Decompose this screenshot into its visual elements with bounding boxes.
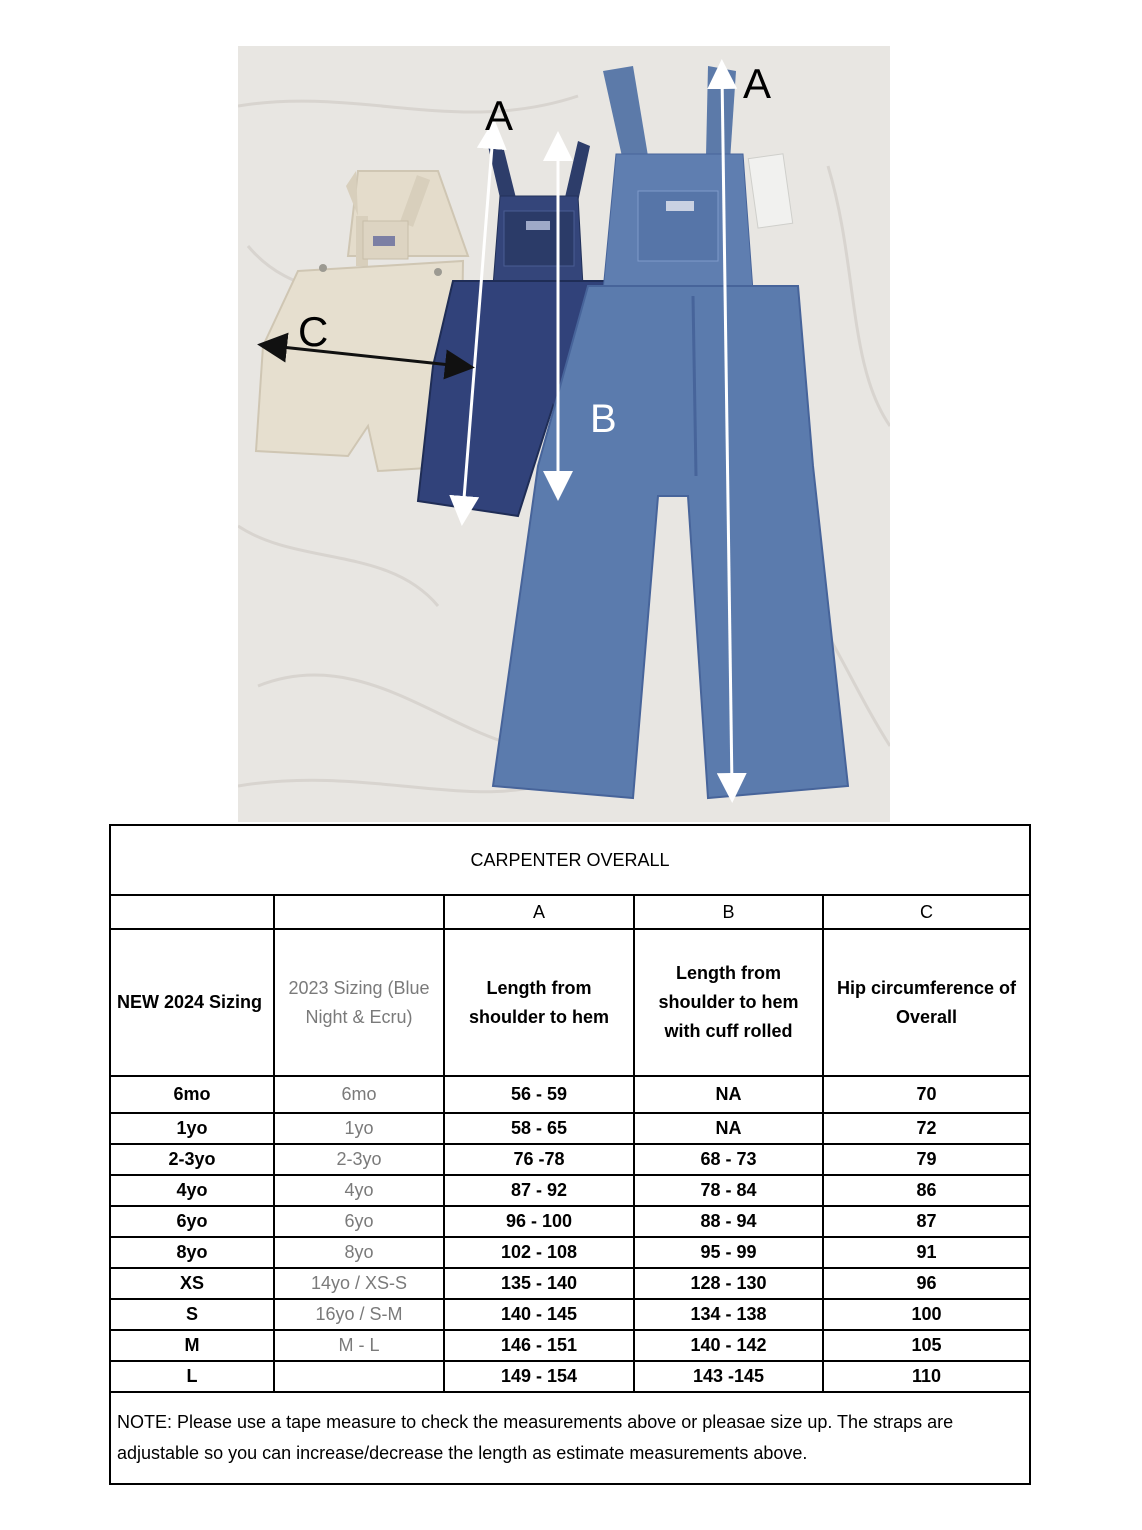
table-cell: 100 [823,1299,1030,1330]
header-row [110,929,1030,1076]
table-cell: 91 [823,1237,1030,1268]
table-row [110,1076,1030,1113]
table-cell: 95 - 99 [634,1237,823,1268]
table-cell: 149 - 154 [444,1361,634,1392]
size-chart-table [109,824,1031,1485]
table-row [110,1144,1030,1175]
table-cell: 78 - 84 [634,1175,823,1206]
table-cell: 76 -78 [444,1144,634,1175]
label-c: C [298,308,329,355]
label-b: B [590,397,617,441]
letter-cell [274,895,444,929]
table-cell: 6mo [274,1076,444,1113]
letter-cell-c: C [823,895,1030,929]
table-cell: 88 - 94 [634,1206,823,1237]
header-length-cuff: Length from shoulder to hem with cuff rolled [634,929,823,1076]
table-cell: 140 - 145 [444,1299,634,1330]
header-length: Length from shoulder to hem [444,929,634,1076]
table-cell: 2-3yo [110,1144,274,1175]
table-cell: 68 - 73 [634,1144,823,1175]
table-row [110,1206,1030,1237]
letter-cell-b: B [634,895,823,929]
table-row [110,1361,1030,1392]
table-row [110,1299,1030,1330]
table-cell: 105 [823,1330,1030,1361]
letter-cell [110,895,274,929]
table-cell: 86 [823,1175,1030,1206]
table-cell: 135 - 140 [444,1268,634,1299]
header-new-sizing: NEW 2024 Sizing [110,929,274,1076]
table-cell: 1yo [274,1113,444,1144]
table-cell: NA [634,1113,823,1144]
table-cell: 96 - 100 [444,1206,634,1237]
table-cell: 4yo [274,1175,444,1206]
table-cell: 58 - 65 [444,1113,634,1144]
table-cell: M [110,1330,274,1361]
sizing-note: NOTE: Please use a tape measure to check the measurements above or pleasae size up. The straps are adjustable so you can increase/decrease the length as estimate measurements above. [110,1392,1030,1484]
label-a-large: A [743,60,772,107]
table-row [110,1237,1030,1268]
table-title: CARPENTER OVERALL [110,825,1030,895]
table-cell: 2-3yo [274,1144,444,1175]
header-old-sizing: 2023 Sizing (Blue Night & Ecru) [274,929,444,1076]
table-cell: 146 - 151 [444,1330,634,1361]
table-cell: 128 - 130 [634,1268,823,1299]
table-cell: 6yo [110,1206,274,1237]
table-row [110,1330,1030,1361]
table-cell: 110 [823,1361,1030,1392]
table-cell: 14yo / XS-S [274,1268,444,1299]
table-cell: 140 - 142 [634,1330,823,1361]
table-cell: NA [634,1076,823,1113]
table-cell: 70 [823,1076,1030,1113]
table-cell: L [110,1361,274,1392]
table-cell: M - L [274,1330,444,1361]
table-cell: 4yo [110,1175,274,1206]
table-cell: 1yo [110,1113,274,1144]
product-photo [238,46,890,822]
table-cell: 72 [823,1113,1030,1144]
letter-cell-a: A [444,895,634,929]
table-cell: 96 [823,1268,1030,1299]
table-cell: 8yo [110,1237,274,1268]
table-cell: 56 - 59 [444,1076,634,1113]
table-row [110,1175,1030,1206]
header-hip: Hip circumference of Overall [823,929,1030,1076]
table-row [110,1113,1030,1144]
table-cell: 134 - 138 [634,1299,823,1330]
table-cell: S [110,1299,274,1330]
table-row [110,1268,1030,1299]
size-rows [110,1076,1030,1392]
table-cell: 6mo [110,1076,274,1113]
table-cell [274,1361,444,1392]
table-cell: 143 -145 [634,1361,823,1392]
table-cell: 8yo [274,1237,444,1268]
table-cell: 87 [823,1206,1030,1237]
label-a-medium: A [485,92,514,139]
table-cell: 87 - 92 [444,1175,634,1206]
table-cell: 79 [823,1144,1030,1175]
measurement-letter-row [110,895,1030,929]
table-cell: 102 - 108 [444,1237,634,1268]
table-cell: XS [110,1268,274,1299]
table-cell: 16yo / S-M [274,1299,444,1330]
table-cell: 6yo [274,1206,444,1237]
